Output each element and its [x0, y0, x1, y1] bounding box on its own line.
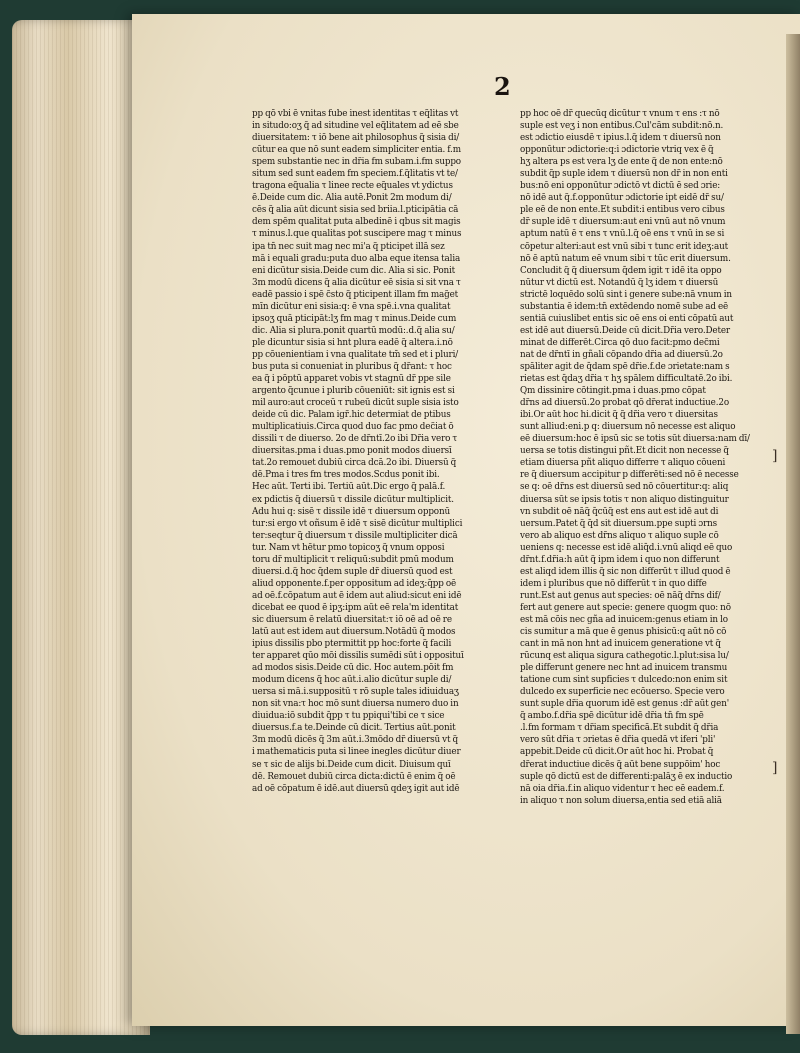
- text-line: est aliqd idem illis q̃ sic non differūt τ illud quod ē: [520, 566, 731, 577]
- text-line: runt.Est aut genus aut species: oē nāq̃ dr̃ns dif/: [520, 590, 721, 601]
- text-line: diuidua:iō subdit q̄pp τ tu ppiqui'tibi ce τ sice: [252, 711, 445, 722]
- text-line: dr̃erat inductiue dicēs q̃ aūt bene suppōim' hoc: [520, 759, 721, 770]
- text-line: spem substantie nec in dr̃ia fm subam.i.fm suppo: [252, 157, 461, 168]
- margin-bracket-mark: ]: [772, 448, 778, 464]
- text-line: subdit q̃p suple idem τ diuersū non dr̃ in non enti: [520, 169, 728, 180]
- text-line: ple differunt genere nec hnt ad inuicem transmu: [520, 663, 728, 674]
- text-line: diuersitas.pma i duas.pmo ponit modos diuersī: [252, 446, 452, 457]
- text-line: dr̃nt.f.dr̃ia:h aūt q̃ ipm idem i quo non differunt: [520, 554, 720, 565]
- folio-number: 2: [494, 72, 511, 101]
- text-line: latū aut est idem aut diuersum.Notādū q̃ modos: [252, 627, 456, 638]
- text-line: tur:si ergo vt oñsum ē idē τ sisē dicūtur multiplici: [252, 518, 463, 529]
- text-line: nō idē aut q̃.f.opponūtur ɔdictorie ipt eidē dr̃ su/: [520, 193, 724, 204]
- text-line: uersa si mā.i.suppositū τ rō suple tales idiuiduaʒ: [252, 687, 459, 698]
- text-line: ter apparet qūo mōi dissilis sumēdi sūt i opposituī: [252, 651, 464, 662]
- text-line: sunt alliud:eni.p q: diuersum nō necesse est aliquo: [520, 422, 736, 433]
- text-line: mā i equali gradu:puta duo alba eque itensa talia: [252, 253, 461, 264]
- text-line: etiam diuersa pñt aliquo differre τ aliquo cōueni: [520, 458, 726, 469]
- text-line: sunt suple dr̃ia quorum idē est genus :dr̃ aūt gen': [520, 699, 729, 710]
- text-line: spāliter agit de q̄dam spē dr̃ie.f.de ɔrietate:nam s: [520, 361, 730, 372]
- text-line: strictē loquēdo solū sint i genere sube:nā vnum in: [520, 289, 732, 300]
- text-line: idem i pluribus que nō differūt τ in quo diffe: [520, 578, 707, 589]
- text-line: τ minus.l.que qualitas pot suscipere mag τ minus: [252, 229, 462, 240]
- page-curl-shadow: [786, 34, 800, 1034]
- text-line: ter:seqtur q̃ diuersum τ dissile multipliciter dicā: [252, 530, 458, 541]
- text-line: q̃ ambo.f.dr̃ia spē dicūtur idē dr̃ia tn̄ fm spē: [520, 711, 704, 722]
- text-line: ple eē de non ente.Et subdit:i entibus vero cibus: [520, 205, 725, 216]
- text-line: est idē aut diuersū.Deide cū dicit.Dr̃ia vero.Deter: [520, 325, 730, 336]
- text-line: deide cū dic. Palam igr̃.hic determiat de ptibus: [252, 410, 451, 421]
- text-line: sentiā cuiuslibet entis sic oē ens oi enti cōpatū aut: [520, 313, 734, 324]
- text-line: dulcedo ex superficie nec ecōuerso. Specie vero: [520, 687, 725, 698]
- text-line: ad oē.f.cōpatum aut ē idem aut aliud:sicut eni idē: [252, 590, 462, 601]
- text-line: eē diuersum:hoc ē ipsū sic se totis sūt diuersa:nam dī/: [520, 434, 750, 445]
- text-line: nā oia dr̃ia.f.in aliquo videntur τ hec eē eadem.f.: [520, 783, 725, 794]
- text-line: aptum natū ē τ ens τ vnū.l.q̃ oē ens τ vnū in se si: [520, 229, 725, 240]
- text-line: ipa tn̄ nec suit mag nec mi'a q̃ pticipet illā sez: [252, 241, 445, 252]
- text-line: diuersus.f.a te.Deinde cū dicit. Tertius aūt.ponit: [252, 723, 456, 734]
- text-line: aliud opponente.f.per oppositum ad ideʒ:q̄pp oē: [252, 578, 457, 589]
- text-line: in aliquo τ non solum diuersa,entia sed etiā aliā: [520, 795, 722, 806]
- text-line: cis sumitur a mā que ē genus phisicū:q aūt nō cō: [520, 627, 727, 638]
- text-line: Qm dissinire cōtingit.pma i duas.pmo cōpat: [520, 386, 706, 397]
- text-line: sic diuersum ē relatū diuersitat:τ iō oē ad oē re: [252, 614, 452, 625]
- text-line: pp qō vbi ē vnitas fube inest identitas τ eq̃litas vt: [252, 109, 459, 119]
- text-line: cōpetur alteri:aut est vnū sibi τ tunc erit ideʒ:aut: [520, 241, 729, 252]
- text-line: re q̃ diuersum accipitur p differēti:sed nō ē necesse: [520, 470, 739, 481]
- text-line: Concludit q̃ q̃ diuersum q̄dem igit τ idē ita oppo: [520, 265, 722, 276]
- text-line: appebit.Deide cū dicit.Or aūt hoc hi. Probat q̄: [520, 747, 714, 758]
- text-line: Hec aūt. Terti ibi. Tertiū aūt.Dic ergo q̃ palā.f.: [252, 482, 446, 493]
- text-line: dic. Alia si plura.ponit quartū modū:.d.q̃ alia su/: [252, 325, 455, 336]
- text-line: ibi.Or aūt hoc hi.dicit q̃ q̃ dr̃ia vero τ diuersitas: [520, 410, 718, 421]
- text-line: tragona eq̃ualia τ linee recte eq̃uales vt ydictus: [252, 181, 453, 192]
- text-line: vn subdit oē nāq̃ q̄cūq̃ est ens aut est idē aut di: [520, 506, 719, 517]
- text-line: ple dicuntur sisia si hnt plura eadē q̃ altera.i.nō: [252, 337, 453, 348]
- text-line: mil auro:aut croceū τ rubeū dicūt suple sisia isto: [252, 398, 459, 409]
- text-line: rūcunq est aliqua sigura cathegotic.l.plut:sisa lu/: [520, 651, 729, 662]
- text-line: fert aut genere aut specie: genere quogm quo: nō: [520, 602, 731, 613]
- text-line: modum dicens q̃ hoc aūt.i.alio dicūtur suple di/: [252, 675, 452, 686]
- text-line: eadē passio i spē c̃sto q̃ pticipent illam fm mag̃et: [252, 289, 459, 300]
- text-line: pp cōuenientiam i vna qualitate tm̄ sed et i pluri/: [252, 349, 459, 360]
- text-line: ad oē cōpatum ē idē.aut diuersū qdeʒ igit aut idē: [252, 783, 460, 794]
- text-line: dr̃ suple idē τ diuersum:aut eni vnū aut nō vnum: [520, 217, 726, 228]
- text-line: multiplicatiuis.Circa quod duo fac pmo dec̃iat ō: [252, 422, 454, 433]
- text-line: suple qō dictū est de differenti:palāʒ ē ex inductio: [520, 771, 733, 782]
- text-line: dem spēm qualitat̃ puta albedinē i qbus sit magis: [252, 217, 461, 228]
- text-column-left: [252, 108, 496, 795]
- book-page-edges: [12, 20, 150, 1035]
- text-line: ueniens q: necesse est idē aliq̄d.i.vnū aliqd eē quo: [520, 542, 733, 553]
- text-line: substantia ē idem:tn̄ extēdendo nomē sube ad eē: [520, 301, 729, 312]
- text-line: est mā cōis nec gña ad inuicem:genus etiam in lo: [520, 614, 728, 625]
- text-line: cant in mā non hnt ad inuicem generatione vt q̃: [520, 639, 721, 650]
- text-line: argento q̃cunue i plurib cōueniūt: sit ignis est si: [252, 386, 455, 397]
- text-line: ipsoʒ quā pticipāt:lʒ fm mag τ minus.Deide cum: [252, 313, 457, 324]
- text-line: diuersa sūt se ipsis totis τ non aliquo distinguitur: [520, 494, 729, 505]
- text-line: cūtur ea que nō sunt eadem simpliciter entia. f.m: [252, 145, 461, 156]
- text-line: .l.fm formam τ dr̃iam specificā.Et subdit q̃ dr̃ia: [520, 723, 719, 734]
- text-line: cēs q̃ alia aūt dicunt̃ sisia sed briia.l.pticipātia cā: [252, 205, 459, 216]
- text-line: in situdo:oʒ q̃ ad situdine vel eq̃litatem ad eē sbe: [252, 121, 459, 132]
- text-line: vero sūt dr̃ia τ ɔrietas ē dr̃ia quedā vt iferi 'pli': [520, 735, 716, 746]
- text-line: eni dicūtur sisia.Deide cum dic. Alia si sic. Ponit: [252, 265, 456, 276]
- text-line: opponūtur ɔdictorie:q:i ɔdictorie vtriq vex ē q̃: [520, 145, 714, 156]
- text-line: toru dr̃ multiplicit τ reliquū:subdit pmū modum: [252, 554, 454, 565]
- text-line: tat̃.2o remouet dubiū circa dcā.2o ibi. Diuersū q̃: [252, 458, 457, 469]
- text-line: ex pdictis q̃ diuersū τ dissile dicūtur multiplicit.: [252, 494, 454, 505]
- text-line: mīn dicūtur eni sisia:q: ē vna spē.i.vna qualitat̃: [252, 301, 451, 312]
- text-line: dē.Pma i tres fm tres modos.Scdus ponit ibi.: [252, 470, 440, 481]
- text-line: rietas est q̄daʒ dr̃ia τ hʒ spālem difficultatē.2o ibi.: [520, 374, 733, 385]
- text-line: ipius dissilis pbo ptermittit pp hoc:forte q̃ facili: [252, 639, 452, 650]
- text-line: diuersi.d.q̃ hoc q̄dem suple dr̃ diuersū quod est: [252, 566, 453, 577]
- text-line: est ɔdictio eiusdē τ ipius.l.q̃ idem τ diuersū non: [520, 133, 721, 144]
- text-line: se τ sic de alijs bi.Deide cum dicit. Diuisum quī: [252, 759, 451, 770]
- text-line: uersum.Patet q̃ q̄d sit diuersum.ppe supti ɔrns: [520, 518, 718, 529]
- text-line: non sit vna:τ hoc mō sunt diuersa numero duo in: [252, 699, 459, 710]
- text-line: bus puta si conueniat in pluribus q̃ dr̃ant: τ hoc: [252, 361, 452, 372]
- text-line: nūtur vt dictū est. Notandū q̃ lʒ idem τ diuersū: [520, 277, 719, 288]
- text-line: vero ab aliquo est dr̃ns aliquo τ aliquo suple cō: [520, 530, 719, 541]
- text-line: nat de dr̃ntī in gñali cōpando dr̃ia ad diuersū.2o: [520, 349, 723, 360]
- text-line: hʒ altera ps est vera lʒ de ente q̃ de non ente:nō: [520, 157, 723, 168]
- text-line: ad modos sisis.Deide cū dic. Hoc autem.pōit fm: [252, 663, 454, 674]
- text-line: situm sed sunt eadem fm speciem.f.q̃litatis vt te/: [252, 169, 458, 180]
- text-line: minat de differēt.Circa qō duo facit:pmo dec̃mi: [520, 337, 720, 348]
- text-line: tatione cum sint supficies τ dulcedo:non enim sit: [520, 675, 728, 686]
- text-line: se q: oē dr̃ns est diuersū sed nō cōuertitur:q: aliq: [520, 482, 729, 493]
- text-line: bus:nō eni opponūtur ɔdictō vt dictū ē sed ɔrie:: [520, 181, 721, 192]
- text-line: suple est veʒ i non entibus.Cul'cām subdit:nō.n.: [520, 121, 724, 132]
- text-line: 3m modū dicens q̃ alia dicūtur eē sisia si sit vna τ: [252, 277, 461, 288]
- text-line: i mathematicis puta si linee inegles dicūtur diuer: [252, 747, 461, 758]
- text-line: nō ē aptū natum eē vnum sibi τ tūc erit diuersum.: [520, 253, 731, 264]
- text-line: 3m modū dicēs q̃ 3m aūt.i.3mōdo dr̃ diuersū vt q̃: [252, 735, 458, 746]
- margin-bracket-mark: ]: [772, 760, 778, 776]
- text-line: dissili τ de diuerso. 2o de dr̃ntī.2o ibi Dr̃ia vero τ: [252, 434, 458, 445]
- text-line: dr̃ns ad diuersū.2o probat qō dr̃erat inductiue.2o: [520, 398, 729, 409]
- text-column-right: [520, 108, 764, 807]
- text-line: ea q̃ i pōptū apparet vobis vt stagnū dr̃ ppe sile: [252, 374, 451, 385]
- text-line: diuersitatem: τ iō bene ait philosophus q̃ sisia di/: [252, 133, 460, 144]
- text-line: uersa se totis distingui pñt.Et dicit non necesse q̃: [520, 446, 729, 457]
- text-line: tur. Nam vt hētur pmo topicoʒ q̃ vnum opposi: [252, 542, 445, 553]
- text-line: pp hoc oē dr̃ quecūq dicūtur τ vnum τ ens :τ nō: [520, 109, 720, 119]
- text-line: dicebat ee quod ē ipʒ:ipm aūt eē rela'm identitat: [252, 602, 459, 613]
- text-line: dē. Remouet dubiū circa dicta:dictū ē enim q̃ oē: [252, 771, 456, 782]
- text-line: Adu hui q: sisē τ dissile idē τ diuersum opponū: [252, 506, 450, 517]
- text-line: ē.Deide cum dic. Alia autē.Ponit 2m modum di/: [252, 193, 452, 204]
